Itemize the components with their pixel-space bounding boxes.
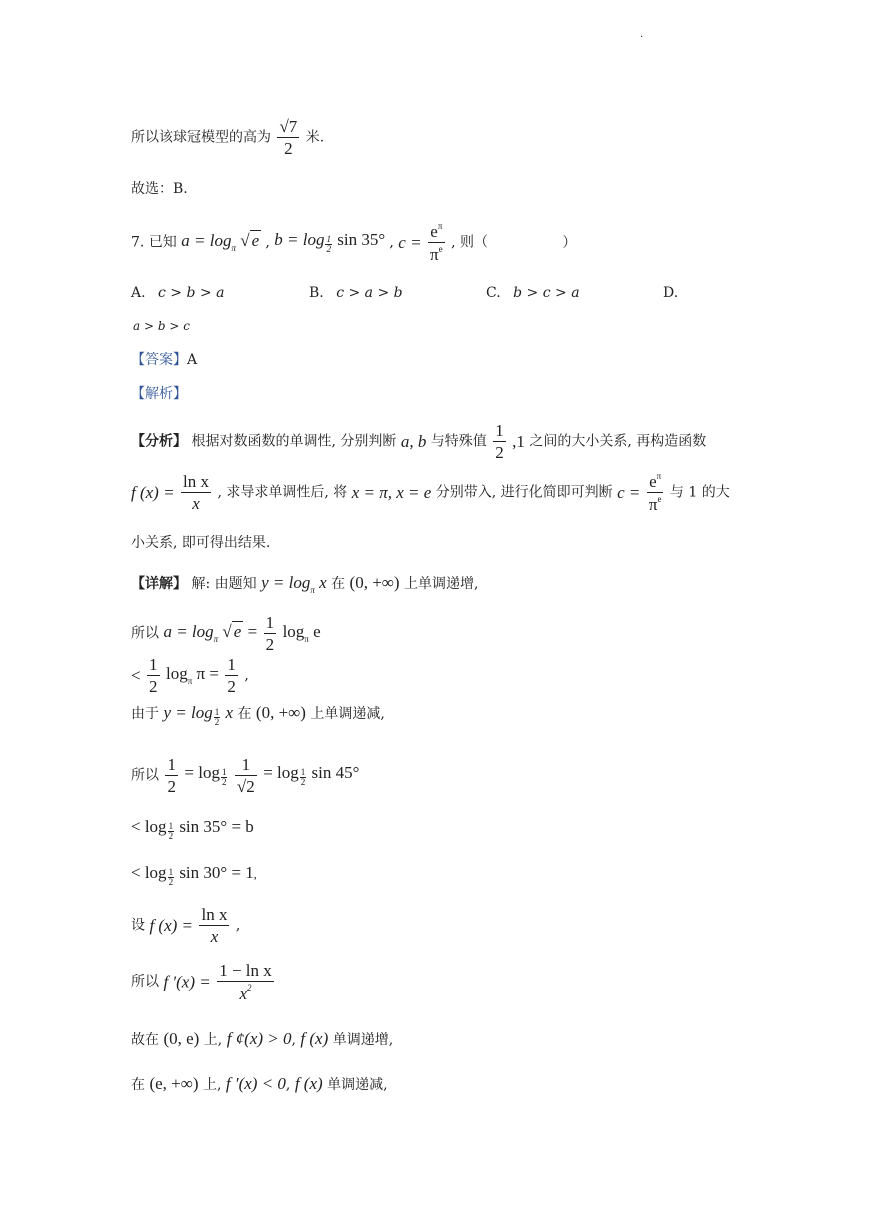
detail-l2-log2 xyxy=(282,622,321,644)
detail-line-3 xyxy=(131,656,249,695)
detail-l8-frac xyxy=(199,906,229,945)
detail-l9-frac xyxy=(217,962,274,1002)
option-d-label: D. xyxy=(663,285,679,301)
detail-l10-deriv: f ¢(x) > 0 xyxy=(226,1029,292,1048)
detail-l3-half2 xyxy=(225,656,238,695)
analysis-line-2 xyxy=(131,472,730,513)
detail-l7-rest: sin 30° = 1 xyxy=(179,863,254,882)
answer-value: A xyxy=(187,352,198,368)
detail-l10-on: 上, xyxy=(203,1032,223,1048)
analysis-ab: a, b xyxy=(400,432,427,451)
c-den-base: π xyxy=(430,245,439,264)
detail-l3-half xyxy=(147,656,160,695)
detail-l11-comma: , xyxy=(285,1077,291,1093)
analysis-fx: f (x) = xyxy=(131,483,175,502)
detail-l9-den xyxy=(217,982,274,1002)
detail-l5-inv-sqrt2 xyxy=(235,756,257,795)
detail-l5-log1-base xyxy=(221,768,228,787)
detail-l6-base xyxy=(168,822,175,841)
detail-l8-fx: f (x) = xyxy=(149,916,194,935)
detail-l4-base-num: 1 xyxy=(214,707,220,717)
sin35: sin 35° xyxy=(337,230,386,249)
detail-l5-half-num: 1 xyxy=(167,755,176,774)
detail-l11-on: 上, xyxy=(202,1077,222,1093)
detail-l1-end: 上单调递增, xyxy=(404,576,479,592)
detail-l3-log-text: log xyxy=(166,664,188,683)
option-a-text: c > b > a xyxy=(158,285,225,301)
detail-l5-log1 xyxy=(184,763,228,787)
detail-line-10 xyxy=(131,1030,393,1047)
detail-l5-half-den: 2 xyxy=(167,777,176,796)
detail-l3-comma: , xyxy=(244,667,249,684)
then-paren: , 则（ xyxy=(451,234,488,251)
analysis-lnx-num: ln x xyxy=(183,472,209,491)
detail-l11-fx: f (x) xyxy=(294,1074,323,1093)
detail-l3-log-base: π xyxy=(187,676,193,686)
analysis-text-4: , 求导求单调性后, 将 xyxy=(217,484,348,501)
analysis-c-num-base: e xyxy=(649,472,657,491)
detail-l7-comma: , xyxy=(253,867,257,881)
analysis-tag: 【解析】 xyxy=(131,386,187,402)
detail-l3-log-arg: π = xyxy=(196,664,219,683)
detail-l2-log2-arg: e xyxy=(313,622,321,641)
analysis-line-1 xyxy=(131,422,706,461)
detail-l1-x: x xyxy=(319,573,327,592)
detail-l5-log2-base-den: 2 xyxy=(300,777,306,787)
c-fraction xyxy=(428,222,445,263)
detail-l5-log1-base-num: 1 xyxy=(221,767,227,777)
c-label: c = xyxy=(398,233,422,252)
detail-l1-math xyxy=(261,573,327,595)
question-number: 7. xyxy=(131,234,145,251)
question-known: 已知 xyxy=(148,234,177,251)
detail-l4-base-den: 2 xyxy=(214,717,220,727)
detail-l1-in: 在 xyxy=(331,576,346,592)
detail-l6-rest: sin 35° = b xyxy=(179,817,254,836)
detail-line-11 xyxy=(131,1075,388,1092)
analysis-c-frac xyxy=(647,472,664,513)
detail-l2-text: 所以 xyxy=(131,625,159,642)
detail-tag: 【详解】 xyxy=(131,576,187,592)
detail-l9-fprime: f ′(x) = xyxy=(163,972,211,992)
analysis-tag-fenxi: 【分析】 xyxy=(131,433,187,450)
detail-l2-half-num: 1 xyxy=(265,613,275,632)
detail-l7-base-num: 1 xyxy=(168,867,174,877)
sqrt-e: √ e xyxy=(240,231,260,250)
detail-l2-sqrt: √ e xyxy=(222,622,242,641)
option-b xyxy=(309,286,403,300)
detail-l10-end: 单调递增, xyxy=(332,1032,394,1048)
detail-l4-x: x xyxy=(225,703,233,722)
analysis-text-2: 与特殊值 xyxy=(430,433,487,450)
detail-l8-comma: , xyxy=(235,917,241,934)
option-c-label: C. xyxy=(486,285,501,301)
analysis-subst: x = π, x = e xyxy=(351,483,432,502)
analysis-lnx-frac xyxy=(181,473,211,512)
option-c xyxy=(486,286,580,300)
detail-l5-sin45: sin 45° xyxy=(311,763,360,782)
analysis-c-eq: c = xyxy=(617,483,641,502)
detail-l8-den: x xyxy=(210,927,219,946)
detail-l4-math xyxy=(163,703,233,727)
detail-l7-base-den: 2 xyxy=(168,877,174,887)
choice-line: 故选：B. xyxy=(131,181,188,197)
detail-l4-interval: (0, +∞) xyxy=(255,703,306,722)
detail-l11-text: 在 xyxy=(131,1077,145,1093)
detail-l7-log: < log xyxy=(131,863,167,882)
analysis-text-5: 分别带入, 进行化简即可判断 xyxy=(435,484,613,501)
option-a-label: A. xyxy=(131,285,146,301)
detail-l10-fx: f (x) xyxy=(300,1029,329,1048)
b-log-base xyxy=(325,235,332,254)
detail-l1-base: π xyxy=(310,585,315,595)
detail-line-7 xyxy=(131,864,257,887)
sqrt-e-radicand: e xyxy=(251,231,260,250)
analysis-text-3: 之间的大小关系, 再构造函数 xyxy=(529,433,707,450)
conclusion-prefix: 所以该球冠模型的高为 xyxy=(131,129,271,146)
detail-l5-inv-den: √2 xyxy=(236,777,255,796)
header-mark: . xyxy=(640,29,644,40)
detail-l9-num: 1 − ln x xyxy=(219,961,272,980)
detail-l11-end: 单调递减, xyxy=(327,1077,388,1093)
b-base-num: 1 xyxy=(326,234,331,244)
detail-l6-base-num: 1 xyxy=(168,821,174,831)
detail-l3-lt: < xyxy=(131,666,141,685)
detail-l5-log2-base-num: 1 xyxy=(300,767,306,777)
detail-line-8 xyxy=(131,906,240,945)
close-paren: ） xyxy=(562,234,577,251)
height-numerator: √7 xyxy=(279,117,298,136)
a-log-base: π xyxy=(231,243,236,253)
detail-l11-deriv: f ′(x) < 0 xyxy=(225,1074,286,1093)
detail-l5-half xyxy=(165,756,178,795)
detail-line-4 xyxy=(131,704,385,727)
detail-l2-log2-text: log xyxy=(282,622,305,641)
detail-l1-text: 解: 由题知 xyxy=(191,576,257,592)
detail-l9-text: 所以 xyxy=(131,974,159,990)
detail-l1-interval: (0, +∞) xyxy=(349,573,400,592)
detail-l10-comma: , xyxy=(291,1032,296,1048)
height-denominator: 2 xyxy=(284,139,293,158)
detail-l11-interval: (e, +∞) xyxy=(149,1074,199,1093)
c-num-exp: π xyxy=(437,221,443,231)
option-b-label: B. xyxy=(309,285,324,301)
detail-l2-sqrt-e: e xyxy=(233,622,242,641)
detail-l3-half2-den: 2 xyxy=(227,677,236,696)
detail-l4-text: 由于 xyxy=(131,706,159,722)
detail-l2-half-den: 2 xyxy=(265,635,275,654)
a-definition xyxy=(181,231,265,253)
detail-l1-log: y = log xyxy=(261,573,311,592)
detail-l5-log2-text: = log xyxy=(263,763,299,782)
comma-2: , xyxy=(389,234,394,251)
c-den-exp: e xyxy=(438,244,443,254)
detail-l2-eq: = xyxy=(247,622,258,641)
b-log: b = log xyxy=(274,230,325,249)
detail-l3-half-den: 2 xyxy=(149,677,158,696)
option-d-text: a > b > c xyxy=(133,319,190,333)
comma-1: , xyxy=(265,234,270,251)
b-base-den: 2 xyxy=(326,244,331,254)
detail-line-2 xyxy=(131,614,321,653)
answer-tag: 【答案】 xyxy=(131,352,187,368)
detail-l3-half-num: 1 xyxy=(149,655,158,674)
analysis-text-1: 根据对数函数的单调性, 分别判断 xyxy=(191,433,397,450)
detail-l4-base xyxy=(214,708,221,727)
analysis-half-den: 2 xyxy=(495,443,504,462)
detail-l10-text: 故在 xyxy=(131,1032,159,1048)
detail-l6-log: < log xyxy=(131,817,167,836)
detail-l2-base: π xyxy=(213,634,219,644)
c-denominator xyxy=(428,243,445,263)
analysis-lnx-den: x xyxy=(192,494,200,513)
detail-l8-text: 设 xyxy=(131,917,145,934)
detail-l7-base xyxy=(168,868,175,887)
detail-l2-math xyxy=(163,622,258,644)
detail-l5-log2-base xyxy=(300,768,307,787)
detail-l5-log1-base-den: 2 xyxy=(221,777,227,787)
detail-l9-den-base: x xyxy=(239,984,247,1003)
detail-l5-text: 所以 xyxy=(131,767,159,784)
c-num-base: e xyxy=(430,222,438,241)
analysis-c-den xyxy=(647,493,664,513)
detail-l3-half2-num: 1 xyxy=(227,655,236,674)
detail-line-6 xyxy=(131,818,254,841)
analysis-line-3: 小关系, 即可得出结果. xyxy=(131,535,271,551)
detail-l5-log1-text: = log xyxy=(184,763,220,782)
answer-line xyxy=(131,353,197,367)
analysis-c-den-exp: e xyxy=(657,494,662,504)
detail-l5-log2 xyxy=(263,763,360,787)
conclusion-suffix: 米. xyxy=(305,129,325,146)
option-c-text: b > c > a xyxy=(513,285,580,301)
detail-l2-log: a = log xyxy=(163,622,214,641)
analysis-c-den-base: π xyxy=(648,495,658,514)
c-numerator xyxy=(428,222,445,243)
detail-l9-den-exp: 2 xyxy=(246,983,252,993)
conclusion-line xyxy=(131,118,324,157)
analysis-one: ,1 xyxy=(512,432,525,451)
analysis-text-6: 与 1 的大 xyxy=(669,484,730,501)
analysis-c-num xyxy=(647,472,664,493)
detail-l5-inv-num: 1 xyxy=(235,756,257,776)
detail-line-1 xyxy=(131,574,478,595)
detail-line-5 xyxy=(131,756,359,795)
analysis-c-num-exp: π xyxy=(656,471,662,481)
a-log: a = log xyxy=(181,231,232,250)
detail-line-9 xyxy=(131,962,276,1002)
detail-l6-base-den: 2 xyxy=(168,831,174,841)
question-7 xyxy=(131,222,576,263)
analysis-half-num: 1 xyxy=(495,421,504,440)
detail-l4-in: 在 xyxy=(237,706,252,722)
detail-l8-num: ln x xyxy=(201,905,228,924)
detail-l10-interval: (0, e) xyxy=(163,1029,200,1048)
detail-l2-log2-base: π xyxy=(304,634,309,644)
detail-l4-end: 上单调递减, xyxy=(310,706,385,722)
detail-l2-half xyxy=(264,614,277,653)
height-fraction xyxy=(277,118,299,157)
option-a xyxy=(131,286,224,300)
detail-l3-log xyxy=(166,664,219,686)
b-definition xyxy=(274,230,389,254)
analysis-half xyxy=(493,422,506,461)
detail-l4-log: y = log xyxy=(163,703,213,722)
option-b-text: c > a > b xyxy=(336,285,403,301)
